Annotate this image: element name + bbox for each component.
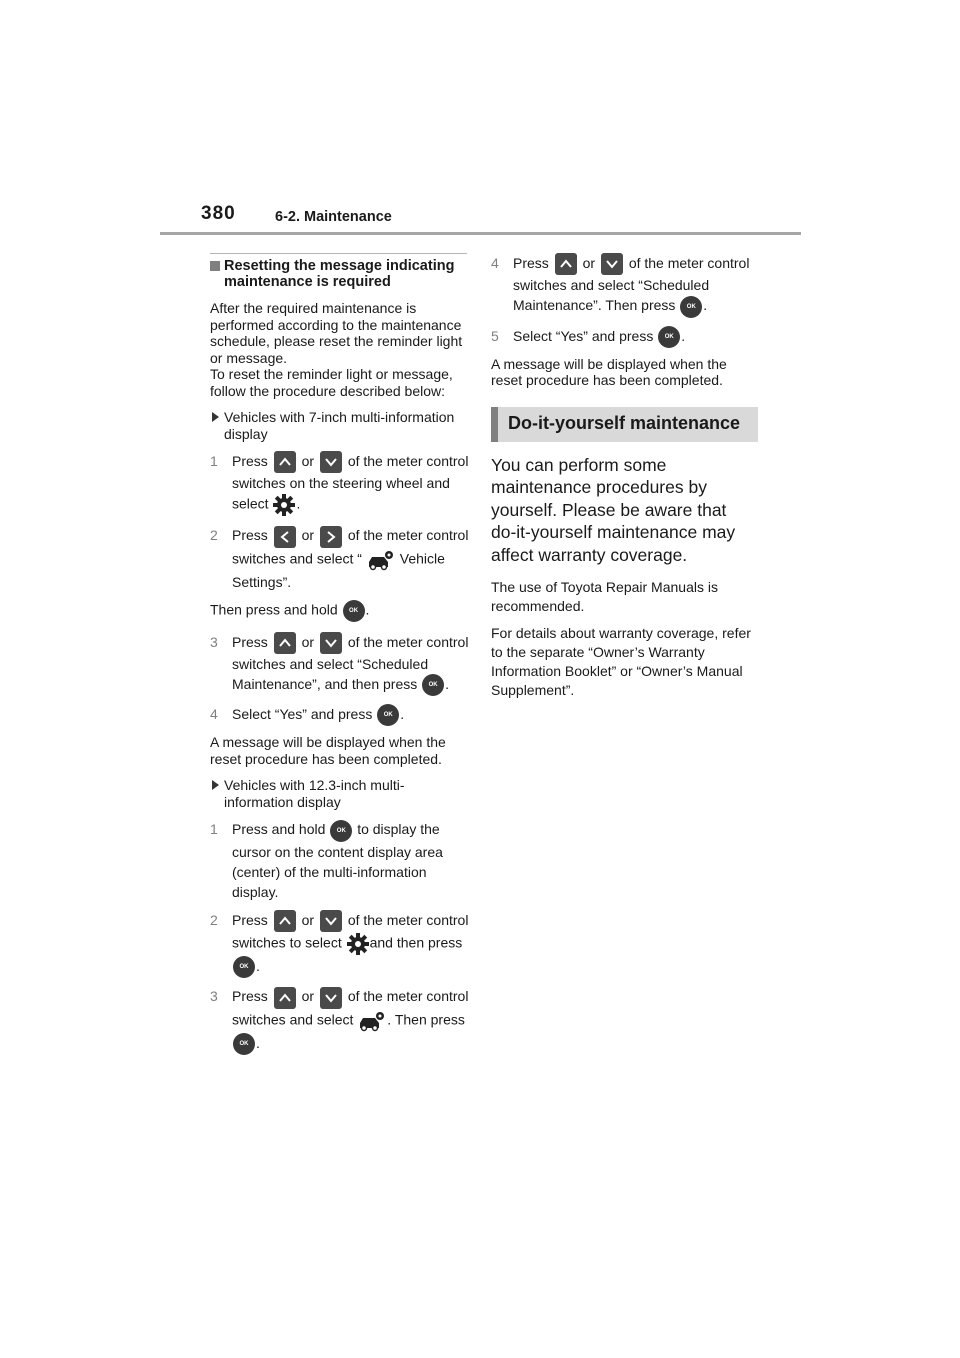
chevron-up-icon: [274, 910, 296, 932]
step-4-alt: 4 Press or of the meter control switches and select “Scheduled Maintenance”. Then press OK .: [491, 253, 753, 318]
left-column: [210, 253, 472, 1063]
chevron-down-icon: [320, 632, 342, 654]
ok-button-icon: OK: [330, 820, 352, 842]
ok-button-icon: OK: [422, 674, 444, 696]
triangle-bullet-icon: [212, 412, 219, 422]
chevron-left-icon: [274, 526, 296, 548]
ok-button-icon: OK: [233, 1033, 255, 1055]
completion-message: A message will be displayed when the reset procedure has been completed.: [210, 734, 446, 767]
page-number: 380: [201, 203, 236, 224]
step-2-alt: 2 Press or of the meter control switches to select and then press OK .: [210, 910, 472, 979]
chevron-up-icon: [274, 451, 296, 473]
warranty-note: For details about warranty coverage, refer to the separate “Owner’s Warranty Information Booklet” or “Owner’s Manual Supplement”.: [491, 625, 751, 699]
bullet-7-inch: Vehicles with 7-inch multi-information display: [210, 409, 472, 442]
bullet-12-inch: Vehicles with 12.3-inch multi-information display: [210, 777, 472, 810]
then-press-hold: Then press and hold OK .: [210, 600, 472, 622]
ok-button-icon: OK: [658, 326, 680, 348]
diy-intro: You can perform some maintenance procedures by yourself. Please be aware that do-it-yourself maintenance may affect warranty coverage.: [491, 454, 736, 565]
chevron-up-icon: [555, 253, 577, 275]
chevron-right-icon: [320, 526, 342, 548]
step-5-alt: 5 Select “Yes” and press OK .: [491, 326, 753, 348]
chevron-down-icon: [320, 910, 342, 932]
step-1-alt: 1 Press and hold OK to display the cursor on the content display area (center) of the multi-information display.: [210, 821, 443, 900]
ok-button-icon: OK: [680, 296, 702, 318]
section-heading-diy: Do-it-yourself maintenance: [491, 407, 758, 442]
ok-button-icon: OK: [343, 600, 365, 622]
step-2: 2 Press or of the meter control switches and select “ Vehicle Settings”.: [210, 527, 469, 590]
gear-icon: [346, 932, 370, 956]
chevron-down-icon: [601, 253, 623, 275]
ok-button-icon: OK: [377, 704, 399, 726]
chevron-up-icon: [274, 987, 296, 1009]
completion-message-alt: A message will be displayed when the reset procedure has been completed.: [491, 355, 727, 389]
square-bullet-icon: [210, 261, 220, 271]
triangle-bullet-icon: [212, 780, 219, 790]
step-3-alt: 3 Press or of the meter control switches and select . Then press OK .: [210, 986, 472, 1055]
car-settings-icon: [366, 548, 396, 572]
chevron-down-icon: [320, 451, 342, 473]
step-1: 1 Press or of the meter control switches on the steering wheel and select .: [210, 451, 472, 517]
chevron-up-icon: [274, 632, 296, 654]
subhead-rule: [210, 253, 467, 254]
subheading: Resetting the message indicating maintenance is required: [210, 258, 472, 290]
step-4: 4 Select “Yes” and press OK .: [210, 704, 472, 726]
intro-paragraph: After the required maintenance is performed according to the maintenance schedule, please reset the reminder light or message. To reset the reminder light or message, follow the procedure described below:: [210, 300, 463, 399]
gear-icon: [272, 493, 296, 517]
section-title: 6-2. Maintenance: [275, 209, 392, 225]
car-settings-icon: [357, 1009, 387, 1033]
repair-manuals-note: The use of Toyota Repair Manuals is recommended.: [491, 579, 718, 615]
header-rule: [160, 232, 801, 235]
step-3: 3 Press or of the meter control switches and select “Scheduled Maintenance”, and then press OK .: [210, 632, 472, 697]
chevron-down-icon: [320, 987, 342, 1009]
ok-button-icon: OK: [233, 956, 255, 978]
right-column: [491, 253, 753, 708]
